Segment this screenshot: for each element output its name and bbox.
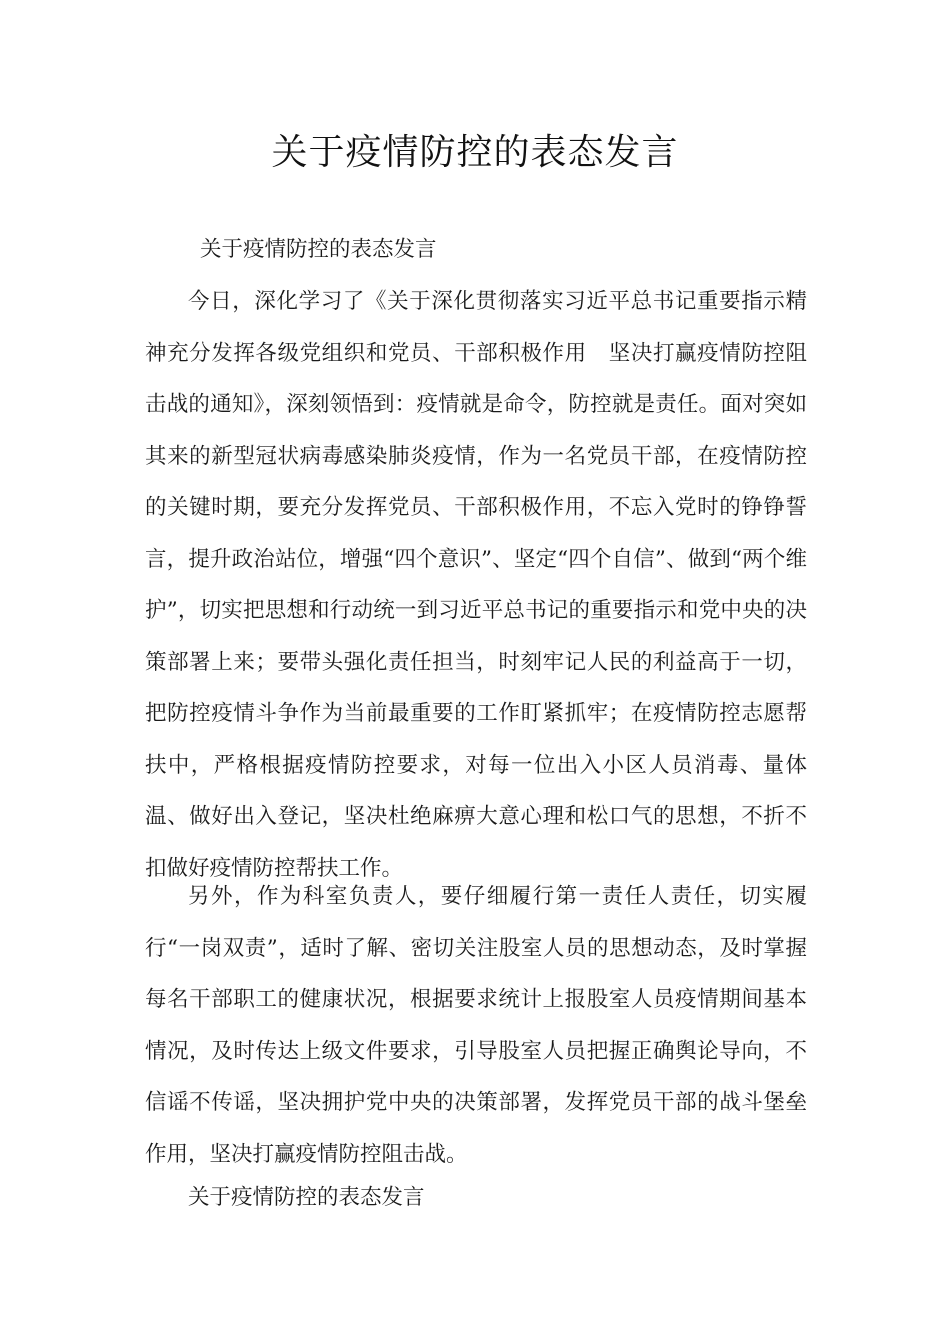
section-heading-bottom: 关于疫情防控的表态发言 <box>188 1185 425 1210</box>
section-heading: 关于疫情防控的表态发言 <box>200 237 437 262</box>
body-paragraph-1: 今日，深化学习了《关于深化贯彻落实习近平总书记重要指示精神充分发挥各级党组织和党员、干部积极作用 坚决打赢疫情防控阻击战的通知》，深刻领悟到：疫情就是命令，防控就是责任。面对突如其来的新型冠状病毒感染肺炎疫情，作为一名党员干部，在疫情防控的关键时期，要充分发挥党员、干部积极作用，不忘入党时的铮铮誓言，提升政治站位，增强“四个意识”、坚定“四个自信”、做到“两个维护”，切实把思想和行动统一到习近平总书记的重要指示和党中央的决策部署上来；要带头强化责任担当，时刻牢记人民的利益高于一切，把防控疫情斗争作为当前最重要的工作盯紧抓牢；在疫情防控志愿帮扶中，严格根据疫情防控要求，对每一位出入小区人员消毒、量体温、做好出入登记，坚决杜绝麻痹大意心理和松口气的思想，不折不扣做好疫情防控帮扶工作。 <box>145 289 807 881</box>
body-paragraph-2: 另外，作为科室负责人，要仔细履行第一责任人责任，切实履行“一岗双责”，适时了解、密切关注股室人员的思想动态，及时掌握每名干部职工的健康状况，根据要求统计上报股室人员疫情期间基本情况，及时传达上级文件要求，引导股室人员把握正确舆论导向，不信谣不传谣，坚决拥护党中央的决策部署，发挥党员干部的战斗堡垒作用，坚决打赢疫情防控阻击战。 <box>145 884 807 1167</box>
document-title: 关于疫情防控的表态发言 <box>271 132 679 173</box>
